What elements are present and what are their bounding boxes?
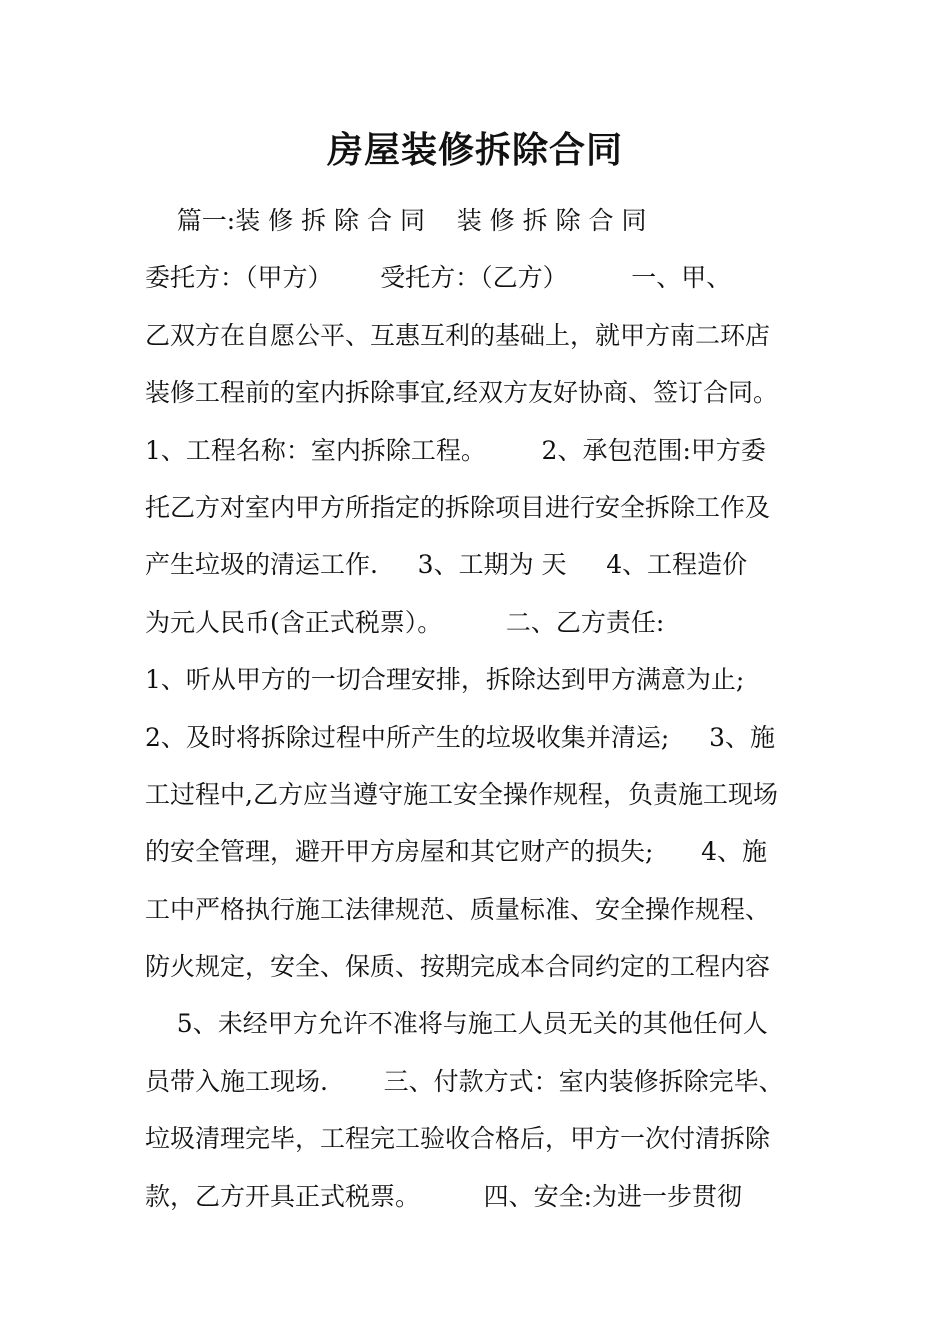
body-line: 工过程中,乙方应当遵守施工安全操作规程，负责施工现场	[145, 779, 778, 809]
document-title: 房屋装修拆除合同	[326, 129, 623, 171]
body-line: 工中严格执行施工法律规范、质量标准、安全操作规程、	[145, 894, 771, 924]
body-line: 篇一:装 修 拆 除 合 同 装 修 拆 除 合 同	[145, 206, 647, 235]
body-line: 1、听从甲方的一切合理安排，拆除达到甲方满意为止;	[145, 665, 745, 695]
body-line: 装修工程前的室内拆除事宜,经双方友好协商、签订合同。	[145, 378, 778, 408]
body-line: 为元人民币(含正式税票）。 二、乙方责任:	[145, 607, 665, 637]
body-line: 委托方：（甲方） 受托方：（乙方） 一、甲、	[145, 263, 732, 293]
body-line: 防火规定，安全、保质、按期完成本合同约定的工程内容	[145, 952, 771, 982]
body-line: 乙双方在自愿公平、互惠互利的基础上，就甲方南二环店	[145, 320, 771, 350]
body-line: 2、及时将拆除过程中所产生的垃圾收集并清运; 3、施	[145, 722, 775, 752]
body-line: 的安全管理，避开甲方房屋和其它财产的损失; 4、施	[145, 837, 768, 867]
body-line: 员带入施工现场. 三、付款方式：室内装修拆除完毕、	[145, 1066, 784, 1096]
body-line: 垃圾清理完毕，工程完工验收合格后，甲方一次付清拆除	[145, 1124, 771, 1154]
body-line: 1、工程名称：室内拆除工程。 2、承包范围:甲方委	[145, 435, 766, 465]
body-line: 产生垃圾的清运工作. 3、工期为 天 4、工程造价	[145, 550, 748, 580]
body-line: 款，乙方开具正式税票。 四、安全:为进一步贯彻	[145, 1181, 742, 1211]
body-line: 5、未经甲方允许不准将与施工人员无关的其他任何人	[145, 1009, 768, 1039]
body-line: 托乙方对室内甲方所指定的拆除项目进行安全拆除工作及	[145, 492, 771, 522]
document-body	[145, 192, 825, 1225]
